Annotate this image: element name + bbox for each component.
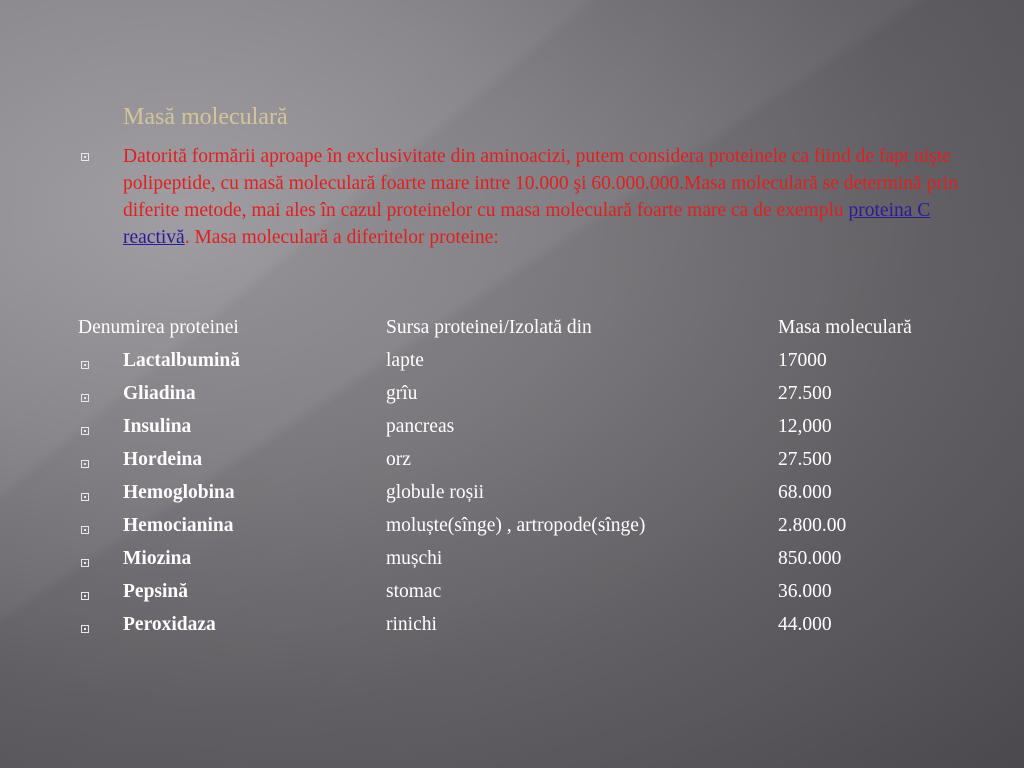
protein-source: pancreas (386, 416, 455, 437)
header-molecular-mass: Masa moleculară (778, 317, 912, 338)
table-row (0, 614, 1024, 647)
molecular-mass: 850.000 (778, 548, 842, 569)
protein-source: stomac (386, 581, 442, 602)
molecular-mass: 2.800.00 (778, 515, 847, 536)
intro-text: Datorită formării aproape în exclusivitate din aminoacizi, putem considera proteinele ca fiind de fapt nişte polipeptide, cu masă moleculară foarte mare intre 10.000 şi 60.000.000.Masa moleculară se determină prin diferite metode, mai ales în cazul proteinelor cu masa moleculară foarte mare ca de exemplu (123, 146, 958, 221)
protein-source: rinichi (386, 614, 437, 635)
table-row (0, 350, 1024, 383)
protein-name: Hemoglobina (123, 482, 235, 503)
table-row (0, 449, 1024, 482)
molecular-mass: 44.000 (778, 614, 832, 635)
square-bullet-icon (81, 526, 89, 534)
protein-source: grîu (386, 383, 418, 404)
protein-source: lapte (386, 350, 424, 371)
molecular-mass: 17000 (778, 350, 827, 371)
protein-source: moluște(sînge) , artropode(sînge) (386, 515, 646, 536)
protein-name: Hordeina (123, 449, 203, 470)
square-bullet-icon (81, 559, 89, 567)
square-bullet-icon (81, 493, 89, 501)
square-bullet-icon (81, 361, 89, 369)
protein-name: Gliadina (123, 383, 196, 404)
intro-paragraph (123, 143, 973, 251)
protein-name: Lactalbumină (123, 350, 241, 371)
molecular-mass: 12,000 (778, 416, 832, 437)
table-row (0, 482, 1024, 515)
table-row (0, 416, 1024, 449)
molecular-mass: 27.500 (778, 383, 832, 404)
square-bullet-icon (81, 427, 89, 435)
square-bullet-icon (81, 625, 89, 633)
protein-name: Peroxidaza (123, 614, 216, 635)
square-bullet-icon (81, 394, 89, 402)
table-row (0, 581, 1024, 614)
protein-name: Miozina (123, 548, 192, 569)
protein-source: mușchi (386, 548, 443, 569)
header-protein-name: Denumirea proteinei (78, 317, 239, 338)
molecular-mass: 27.500 (778, 449, 832, 470)
molecular-mass: 68.000 (778, 482, 832, 503)
table-row (0, 515, 1024, 548)
protein-name: Pepsină (123, 581, 189, 602)
protein-source: orz (386, 449, 411, 470)
header-protein-source: Sursa proteinei/Izolată din (386, 317, 592, 338)
slide-title: Masă moleculară (123, 104, 288, 130)
protein-name: Insulina (123, 416, 192, 437)
table-header-row (0, 317, 1024, 350)
table-row (0, 548, 1024, 581)
molecular-mass: 36.000 (778, 581, 832, 602)
intro-text-end: . Masa moleculară a diferitelor proteine: (184, 227, 499, 248)
square-bullet-icon (81, 592, 89, 600)
square-bullet-icon (81, 460, 89, 468)
square-bullet-icon (81, 153, 89, 161)
table-row (0, 383, 1024, 416)
protein-name: Hemocianina (123, 515, 234, 536)
protein-source: globule roșii (386, 482, 485, 503)
protein-c-reactive-link[interactable]: proteina C reactivă (123, 200, 931, 248)
